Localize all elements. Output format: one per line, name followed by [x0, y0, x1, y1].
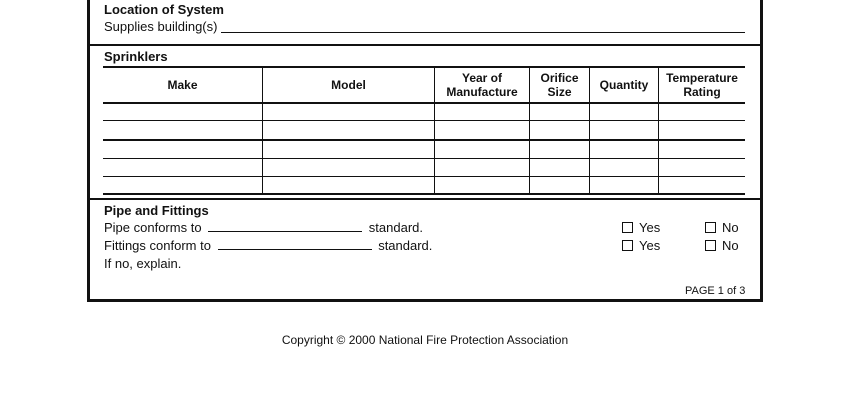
- fittings-conform-row: [104, 238, 432, 253]
- table-header-line: [103, 102, 745, 104]
- checkbox-square-icon: [705, 222, 716, 233]
- yes-label: Yes: [639, 220, 661, 235]
- checkbox-square-icon: [622, 240, 633, 251]
- column-header-model: Model: [331, 78, 366, 92]
- supplies-label: Supplies building(s): [104, 19, 218, 34]
- column-header-temperature-rating: Temperature Rating: [666, 71, 738, 99]
- no-label: No: [722, 238, 739, 253]
- table-row-line: [103, 139, 745, 141]
- location-heading: Location of System: [104, 2, 224, 17]
- section-divider-location: [87, 44, 763, 46]
- fittings-standard-suffix: standard.: [378, 238, 433, 253]
- frame-bottom-border: [87, 299, 763, 302]
- column-header-orifice-size: Orifice Size: [540, 71, 579, 99]
- column-header-make: Make: [167, 78, 198, 92]
- checkbox-square-icon: [705, 240, 716, 251]
- pipe-fittings-heading: Pipe and Fittings: [104, 203, 209, 218]
- pipe-conforms-label: Pipe conforms to: [104, 220, 202, 235]
- table-row-line: [103, 176, 745, 177]
- pipe-yes-checkbox[interactable]: [622, 220, 660, 235]
- fittings-standard-field[interactable]: [218, 238, 372, 250]
- if-no-explain-label: If no, explain.: [104, 256, 182, 271]
- section-divider-sprinklers: [87, 198, 763, 200]
- page-number: PAGE 1 of 3: [685, 285, 746, 297]
- supplies-building-field[interactable]: [221, 21, 745, 33]
- pipe-standard-field[interactable]: [208, 220, 362, 232]
- table-bottom-line: [103, 193, 745, 195]
- column-header-year-of-manufacture: Year of Manufacture: [446, 71, 518, 99]
- table-row-line: [103, 120, 745, 121]
- pipe-standard-suffix: standard.: [368, 220, 423, 235]
- table-row-line: [103, 158, 745, 159]
- fittings-no-checkbox[interactable]: [705, 238, 739, 253]
- checkbox-square-icon: [622, 222, 633, 233]
- pipe-conforms-row: [104, 220, 423, 235]
- no-label: No: [722, 220, 739, 235]
- copyright-notice: Copyright © 2000 National Fire Protection Association: [281, 333, 569, 347]
- pipe-no-checkbox[interactable]: [705, 220, 739, 235]
- yes-label: Yes: [639, 238, 661, 253]
- sprinklers-heading: Sprinklers: [104, 49, 168, 64]
- fittings-yes-checkbox[interactable]: [622, 238, 660, 253]
- fittings-conform-label: Fittings conform to: [104, 238, 211, 253]
- supplies-row: [104, 19, 217, 34]
- column-header-quantity: Quantity: [599, 78, 649, 92]
